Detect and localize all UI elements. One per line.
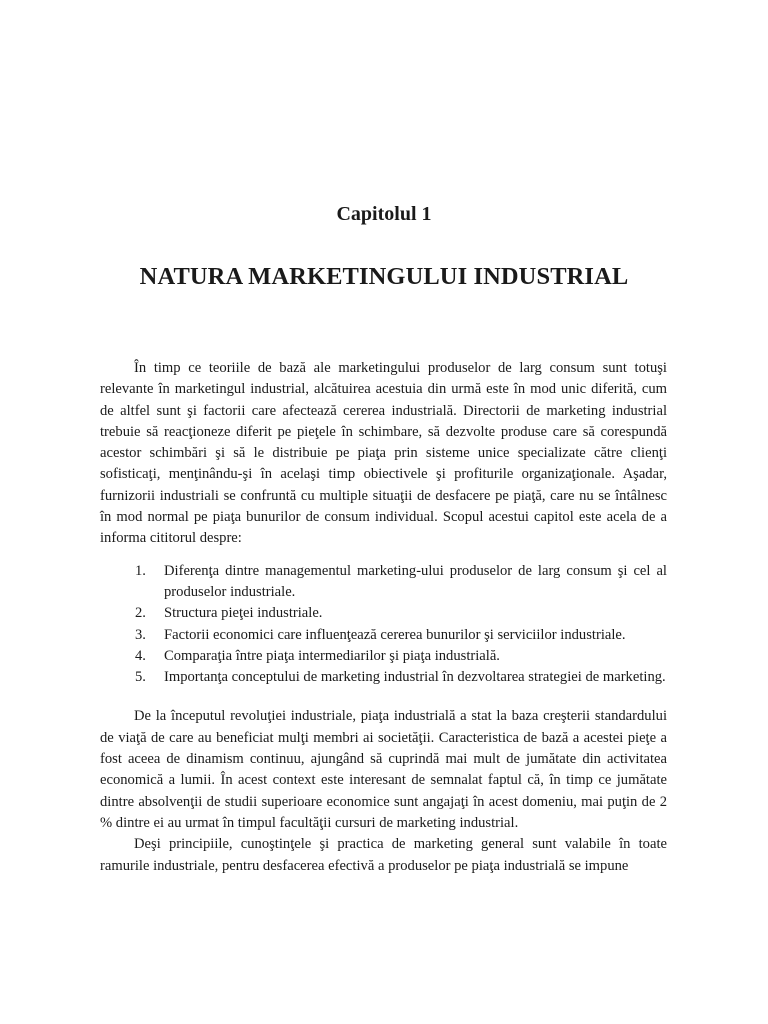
list-item-number: 5.: [135, 669, 146, 686]
document-body: [100, 358, 667, 877]
body-paragraph: De la începutul revoluţiei industriale, piaţa industrială a stat la baza creşterii standardului de viaţă de care au beneficiat mulţi membri ai societăţii. Caracteristica de bază a acestei pieţe a fost aceea de dinamism continuu, ajungând să cuprindă mai mult de jumătate din activitatea economică a lumii. În acest context este interesant de semnalat faptul că, în timp ce jumătate dintre absolvenţii de studii superioare economice sunt angajaţi în acest domeniu, mai puţin de 2 % dintre ei au urmat în timpul facultăţii cursuri de marketing industrial.: [100, 708, 667, 831]
list-item: [135, 646, 667, 667]
list-item-text: Structura pieţei industriale.: [164, 605, 323, 622]
chapter-heading: Capitolul 1: [336, 203, 432, 225]
list-item: [135, 667, 667, 688]
intro-paragraph: În timp ce teoriile de bază ale marketingului produselor de larg consum sunt totuşi relevante în marketingul industrial, alcătuirea acestuia din urmă este în mod unic diferită, cum de altfel sunt şi factorii care afectează cererea industrială. Directorii de marketing industrial trebuie să reacţioneze diferit pe pieţele în schimbare, să dezvolte produse care să corespundă acestor schimbări şi să le distribuie pe piaţa prin sisteme unice specializate către clienţi sofisticaţi, menţinându-şi în acelaşi timp obiectivele şi profiturile organizaţionale. Aşadar, furnizorii industriali se confruntă cu multiple situaţii de desfacere pe piaţă, care nu se întâlnesc în mod normal pe piaţa bunurilor de consum individual. Scopul acestui capitol este acela de a informa cititorul despre:: [100, 360, 667, 547]
list-item-number: 3.: [135, 626, 146, 643]
list-item-text: Comparaţia între piaţa intermediarilor şi piaţa industrială.: [164, 647, 500, 664]
list-item: [135, 625, 667, 646]
objectives-list: [100, 561, 667, 689]
list-item-text: Importanţa conceptului de marketing industrial în dezvoltarea strategiei de marketing.: [164, 669, 666, 686]
list-item: [135, 561, 667, 604]
body-paragraph: Deşi principiile, cunoştinţele şi practica de marketing general sunt valabile în toate ramurile industriale, pentru desfacerea efectivă a produselor pe piaţa industrială se impune: [100, 836, 667, 874]
list-item-number: 1.: [135, 562, 146, 579]
list-item-number: 2.: [135, 605, 146, 622]
chapter-title: NATURA MARKETINGULUI INDUSTRIAL: [139, 263, 629, 290]
list-item-number: 4.: [135, 647, 146, 664]
list-item-text: Diferenţa dintre managementul marketing-ului produselor de larg consum şi cel al produselor industriale.: [164, 562, 667, 600]
list-item-text: Factorii economici care influenţează cererea bunurilor şi serviciilor industriale.: [164, 626, 626, 643]
list-item: [135, 603, 667, 624]
